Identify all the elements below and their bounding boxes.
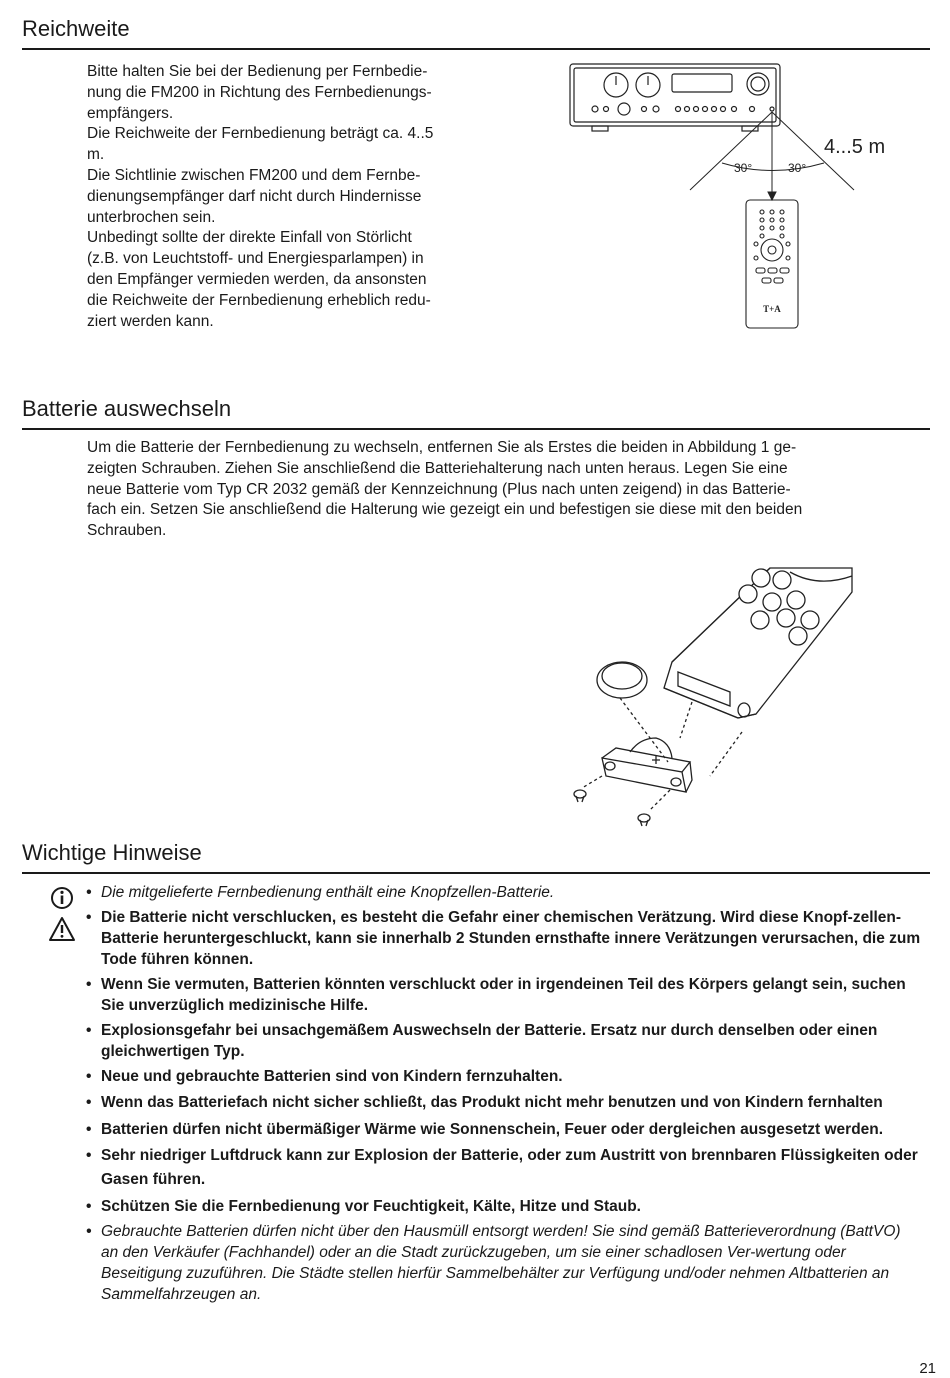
- list-item: • Wenn Sie vermuten, Batterien könnten verschluckt oder in irgendeinen Teil des Körpers gelangt sein, suchen Sie unverzüglich medizinische Hilfe.: [86, 974, 921, 1016]
- page-number: 21: [919, 1360, 936, 1377]
- safety-notes-list: [86, 882, 921, 1309]
- distance-label: 4...5 m: [824, 136, 886, 158]
- heading-hinweise: Wichtige Hinweise: [22, 840, 930, 874]
- list-item: • Explosionsgefahr bei unsachgemäßem Auswechseln der Batterie. Ersatz nur durch denselben oder einen gleichwertigen Typ.: [86, 1020, 921, 1062]
- battery-paragraph: [87, 438, 917, 542]
- brand-logo: T+A: [763, 304, 781, 314]
- range-paragraph: [87, 62, 507, 332]
- text-line: Um die Batterie der Fernbedienung zu wechseln, entfernen Sie als Erstes die beiden in Abbildung 1 ge-: [87, 439, 797, 456]
- text-line: dienungsempfänger darf nicht durch Hindernisse: [87, 187, 422, 205]
- text-line: die Reichweite der Fernbedienung erheblich redu-: [87, 291, 431, 309]
- list-item: • Wenn das Batteriefach nicht sicher schließt, das Produkt nicht mehr benutzen und von Kindern fernhalten: [86, 1091, 921, 1115]
- text-line: empfängers.: [87, 104, 174, 122]
- list-item: • Batterien dürfen nicht übermäßiger Wärme wie Sonnenschein, Feuer oder dergleichen ausgesetzt werden.: [86, 1119, 921, 1140]
- list-item: • Sehr niedriger Luftdruck kann zur Explosion der Batterie, oder zum Austritt von brennbaren Flüssigkeiten oder Gasen führen.: [86, 1144, 921, 1192]
- angle-left-label: 30°: [734, 161, 753, 175]
- text-line: Die Sichtlinie zwischen FM200 und dem Fernbe-: [87, 166, 421, 184]
- text-line: den Empfänger vermieden werden, da ansonsten: [87, 270, 427, 288]
- heading-batterie: Batterie auswechseln: [22, 396, 930, 430]
- text-line: zeigten Schrauben. Ziehen Sie anschließend die Batteriehalterung nach unten heraus. Legen Sie eine: [87, 459, 788, 477]
- text-line: ziert werden kann.: [87, 312, 214, 330]
- text-line: (z.B. von Leuchtstoff- und Energiesparlampen) in: [87, 250, 424, 268]
- list-item: • Schützen Sie die Fernbedienung vor Feuchtigkeit, Kälte, Hitze und Staub.: [86, 1196, 921, 1217]
- text-line: Unbedingt sollte der direkte Einfall von Störlicht: [87, 229, 412, 247]
- text-line: nung die FM200 in Richtung des Fernbedienungs-: [87, 83, 432, 101]
- warning-icon: [48, 916, 76, 942]
- text-line: m.: [87, 146, 105, 164]
- text-line: Die Reichweite der Fernbedienung beträgt ca. 4..5: [87, 125, 434, 143]
- list-item: • Die Batterie nicht verschlucken, es besteht die Gefahr einer chemischen Verätzung. Wird diese Knopf-zellen-Batterie heruntergeschluckt, kann sie innerhalb 2 Stunden ernsthafte innere Verätzungen verursachen, die zum Tode führen können.: [86, 907, 921, 970]
- text-line: neue Batterie vom Typ CR 2032 gemäß der Kennzeichnung (Plus nach unten zeigend) in das Batterie-: [87, 480, 791, 498]
- angle-right-label: 30°: [788, 161, 807, 175]
- list-item: • Gebrauchte Batterien dürfen nicht über den Hausmüll entsorgt werden! Sie sind gemäß Batterieverordnung (BattVO) an den Verkäufer (Fachhandel) oder an die Stadt zurückzugeben, um sie einer schadlosen Ver-wertung oder Beseitigung zuzuführen. Die Städte stellen hierfür Sammelbehälter zur Verfügung und/oder nehmen Altbatterien an Sammelfahrzeugen an.: [86, 1221, 921, 1305]
- heading-reichweite: Reichweite: [22, 16, 930, 50]
- text-line: fach ein. Setzen Sie anschließend die Halterung wie gezeigt ein und befestigen sie diese mit den beiden: [87, 501, 803, 519]
- text-line: Schrauben.: [87, 522, 167, 540]
- info-icon: [50, 886, 74, 910]
- battery-replacement-illustration: [560, 562, 860, 832]
- amplifier-and-remote-figure: [566, 60, 910, 340]
- list-item: • Neue und gebrauchte Batterien sind von Kindern fernzuhalten.: [86, 1066, 921, 1087]
- text-line: unterbrochen sein.: [87, 208, 216, 226]
- text-line: Bitte halten Sie bei der Bedienung per Fernbedie-: [87, 63, 428, 80]
- list-item: • Die mitgelieferte Fernbedienung enthält eine Knopfzellen-Batterie.: [86, 882, 921, 903]
